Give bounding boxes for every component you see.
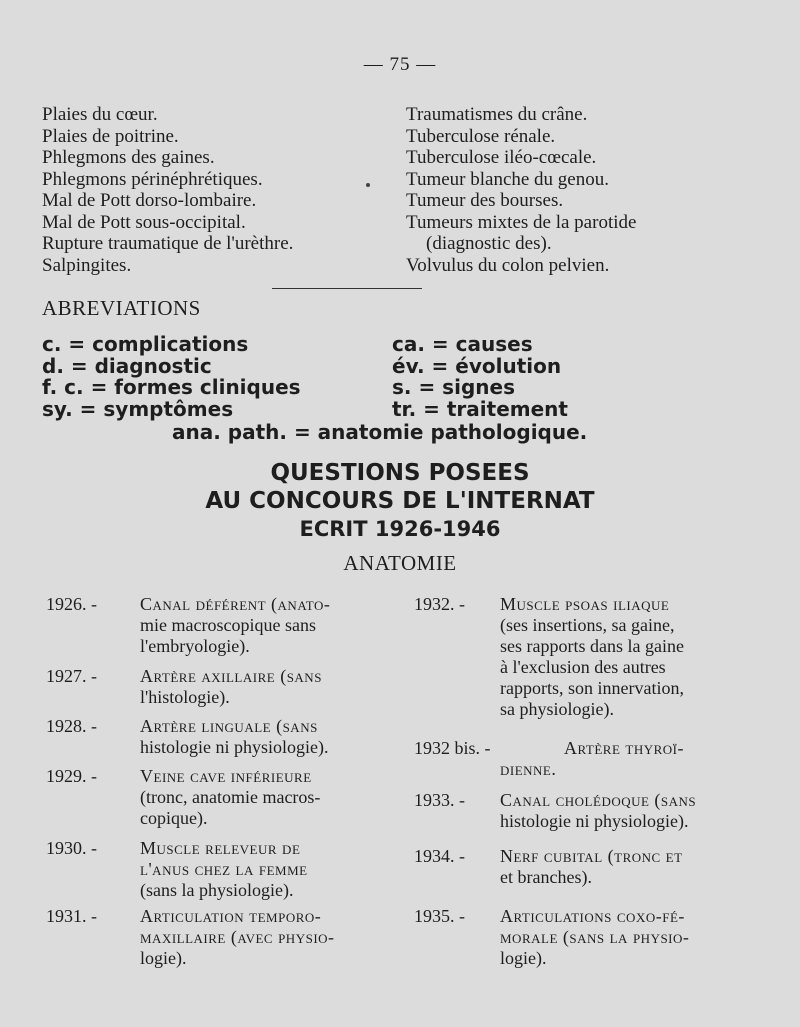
entry-line: (sans la physiologie). <box>140 880 294 900</box>
abbreviation: c. = complications <box>42 332 249 356</box>
list-item: Tuberculose rénale. <box>406 125 556 147</box>
entry-line: Artère axillaire (sans <box>140 666 322 686</box>
entry-year: 1926. - <box>46 594 97 614</box>
left-disease-list <box>42 104 293 276</box>
entry-line: dienne. <box>500 759 557 779</box>
list-item: Volvulus du colon pelvien. <box>406 254 610 276</box>
entry-line: ses rapports dans la gaine <box>500 636 684 656</box>
abbreviation: ca. = causes <box>392 332 533 356</box>
list-item: Mal de Pott sous-occipital. <box>42 211 246 233</box>
entry-line: Canal cholédoque (sans <box>500 790 697 810</box>
entry-year: 1932. - <box>414 594 465 614</box>
entry-line: logie). <box>140 948 187 968</box>
entry-line: mie macroscopique sans <box>140 615 316 635</box>
entry-year: 1927. - <box>46 666 97 686</box>
entry-line: histologie ni physiologie). <box>140 737 329 757</box>
abbreviation: d. = diagnostic <box>42 353 212 378</box>
list-item: Phlegmons périnéphrétiques. <box>42 168 263 190</box>
abbreviation: tr. = traitement <box>392 396 568 421</box>
entry-line: Articulations coxo-fé- <box>500 906 685 926</box>
abbreviation: f. c. = formes cliniques <box>42 375 301 399</box>
list-item: Plaies du cœur. <box>42 104 158 125</box>
entry-line: Articulation temporo- <box>140 906 322 926</box>
entry-year: 1934. - <box>414 846 465 866</box>
list-item: Tuberculose iléo-cœcale. <box>406 147 597 168</box>
entry-line: l'embryologie). <box>140 636 250 656</box>
entry-line: l'histologie). <box>140 687 230 707</box>
entry-line: (tronc, anatomie macros- <box>140 787 321 807</box>
entry-year: 1932 bis. - <box>414 738 491 758</box>
list-item: Traumatismes du crâne. <box>406 104 588 125</box>
list-item: Mal de Pott dorso-lombaire. <box>42 190 257 211</box>
section-title: ANATOMIE <box>343 551 457 575</box>
entry-line: sa physiologie). <box>500 699 614 719</box>
abbreviations-right <box>392 334 568 420</box>
entry-line: Veine cave inférieure <box>140 766 312 786</box>
entry-line: et branches). <box>500 867 592 887</box>
right-disease-list <box>406 104 636 276</box>
entry-line: à l'exclusion des autres <box>500 657 666 677</box>
entry-line: Nerf cubital (tronc et <box>500 846 683 866</box>
divider <box>272 288 422 289</box>
ink-speck <box>366 183 370 187</box>
entry-line: histologie ni physiologie). <box>500 811 689 831</box>
abbreviations-title: ABREVIATIONS <box>42 296 201 320</box>
entry-line: (ses insertions, sa gaine, <box>500 615 675 635</box>
entry-line: Canal déférent (anato- <box>140 594 331 614</box>
abbreviations-left <box>42 334 301 420</box>
heading-line-3: ECRIT 1926-1946 <box>299 517 501 541</box>
heading-line-1: QUESTIONS POSEES <box>270 460 530 486</box>
entry-line: copique). <box>140 808 208 828</box>
abbreviation: év. = évolution <box>392 353 562 378</box>
list-item: Tumeurs mixtes de la parotide <box>406 211 637 233</box>
heading-line-2: AU CONCOURS DE L'INTERNAT <box>205 488 595 514</box>
entry-year: 1935. - <box>414 906 465 926</box>
entry-line: morale (sans la physio- <box>500 927 690 947</box>
entry-year: 1933. - <box>414 790 465 810</box>
list-item: Phlegmons des gaines. <box>42 147 215 168</box>
entry-line: Muscle releveur de <box>140 838 301 858</box>
entry-line: l'anus chez la femme <box>140 859 308 879</box>
page-number: — 75 — <box>363 54 437 75</box>
list-item: Tumeur des bourses. <box>406 190 564 211</box>
list-item: Rupture traumatique de l'urèthre. <box>42 233 294 254</box>
abbreviation: s. = signes <box>392 375 515 399</box>
entry-year: 1928. - <box>46 716 97 736</box>
entry-line: maxillaire (avec physio- <box>140 927 335 947</box>
abbreviation-center: ana. path. = anatomie pathologique. <box>172 420 588 444</box>
entry-year: 1929. - <box>46 766 97 786</box>
entry-line: Muscle psoas iliaque <box>500 594 670 614</box>
entry-line: logie). <box>500 948 547 968</box>
list-item: Plaies de poitrine. <box>42 125 179 147</box>
abbreviation: sy. = symptômes <box>42 396 234 421</box>
list-item: (diagnostic des). <box>426 233 552 254</box>
entry-line: rapports, son innervation, <box>500 678 684 698</box>
entry-line: Artère thyroï- <box>564 738 684 758</box>
entry-year: 1930. - <box>46 838 97 858</box>
list-item: Salpingites. <box>42 254 132 276</box>
list-item: Tumeur blanche du genou. <box>406 168 609 190</box>
entry-line: Artère linguale (sans <box>140 716 318 736</box>
entry-year: 1931. - <box>46 906 97 926</box>
